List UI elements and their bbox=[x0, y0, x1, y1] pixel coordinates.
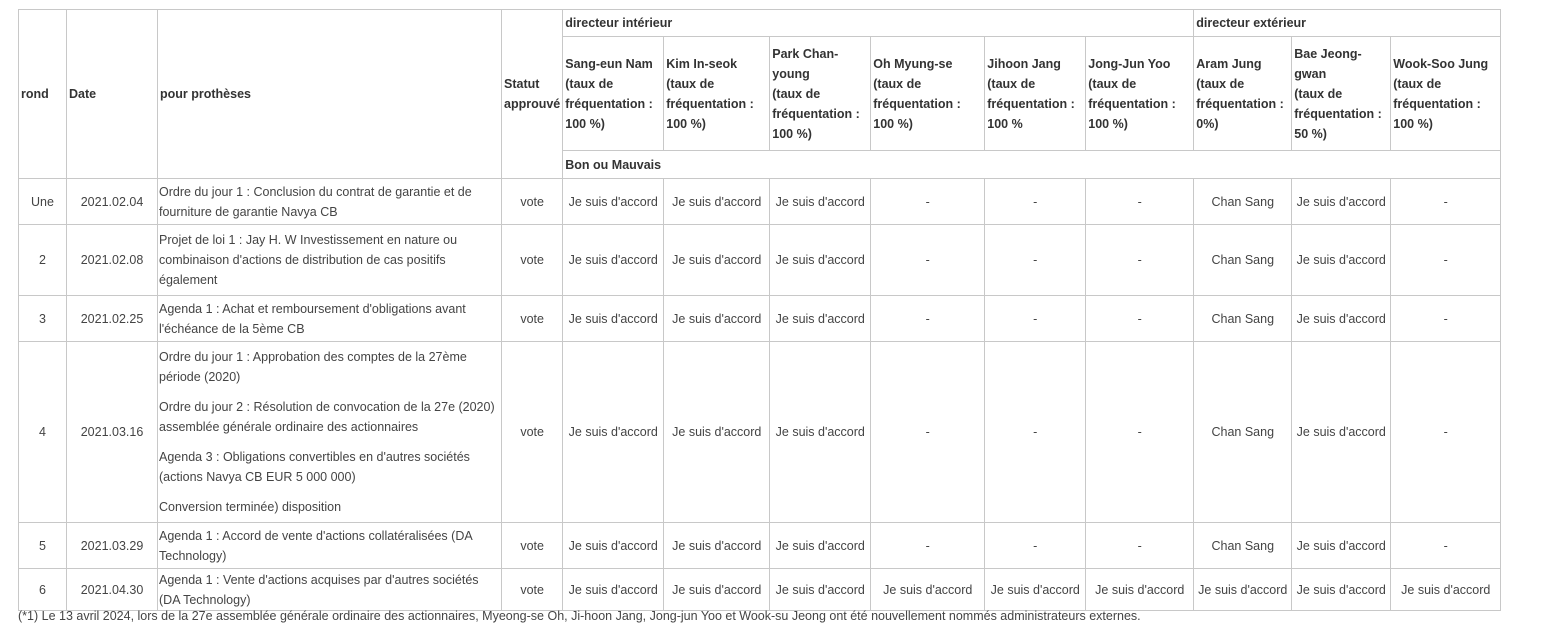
agenda-cell bbox=[158, 296, 502, 342]
vote-cell: - bbox=[985, 225, 1086, 296]
agenda-item: Agenda 1 : Achat et remboursement d'obligations avant l'échéance de la 5ème CB bbox=[159, 301, 466, 336]
vote-cell: - bbox=[985, 342, 1086, 523]
director-attendance: (taux de fréquentation : 0%) bbox=[1196, 76, 1284, 131]
director-name: Wook-Soo Jung bbox=[1393, 56, 1489, 71]
director-header bbox=[1086, 37, 1194, 151]
table-row bbox=[19, 225, 1501, 296]
agenda-item: Agenda 1 : Accord de vente d'actions collatéralisées (DA Technology) bbox=[159, 528, 472, 563]
director-name: Jihoon Jang bbox=[987, 56, 1061, 71]
director-header bbox=[1194, 37, 1292, 151]
vote-cell: Je suis d'accord bbox=[770, 342, 871, 523]
director-name: Jong-Jun Yoo bbox=[1088, 56, 1171, 71]
date-cell: 2021.04.30 bbox=[67, 569, 158, 611]
vote-cell: Je suis d'accord bbox=[770, 225, 871, 296]
vote-cell: Je suis d'accord bbox=[770, 569, 871, 611]
agenda-item: Ordre du jour 2 : Résolution de convocation de la 27e (2020) assemblée générale ordinaire des actionnaires bbox=[159, 400, 495, 434]
table-row bbox=[19, 296, 1501, 342]
date-cell: 2021.02.25 bbox=[67, 296, 158, 342]
director-header bbox=[563, 37, 664, 151]
status-cell: vote bbox=[502, 225, 563, 296]
vote-cell: - bbox=[1086, 296, 1194, 342]
status-cell: vote bbox=[502, 523, 563, 569]
agenda-item: Ordre du jour 1 : Conclusion du contrat de garantie et de fourniture de garantie Navya CB bbox=[159, 184, 472, 219]
round-cell: 4 bbox=[19, 342, 67, 523]
round-cell: Une bbox=[19, 179, 67, 225]
director-header bbox=[871, 37, 985, 151]
vote-cell: - bbox=[985, 179, 1086, 225]
agenda-item: Ordre du jour 1 : Approbation des comptes de la 27ème période (2020) bbox=[159, 350, 467, 384]
vote-cell: Je suis d'accord bbox=[770, 296, 871, 342]
header-status: Statut approuvé bbox=[502, 10, 563, 179]
round-cell: 3 bbox=[19, 296, 67, 342]
vote-cell: Je suis d'accord bbox=[1086, 569, 1194, 611]
date-cell: 2021.03.16 bbox=[67, 342, 158, 523]
agenda-item: Agenda 1 : Vente d'actions acquises par d'autres sociétés (DA Technology) bbox=[159, 572, 479, 607]
director-attendance: (taux de fréquentation : 100 %) bbox=[1088, 76, 1176, 131]
vote-cell: Je suis d'accord bbox=[770, 179, 871, 225]
vote-cell: - bbox=[1391, 342, 1501, 523]
vote-cell: Je suis d'accord bbox=[563, 225, 664, 296]
vote-cell: Je suis d'accord bbox=[664, 569, 770, 611]
vote-cell: Je suis d'accord bbox=[1391, 569, 1501, 611]
vote-cell: Je suis d'accord bbox=[664, 179, 770, 225]
vote-cell: Chan Sang bbox=[1194, 342, 1292, 523]
director-attendance: (taux de fréquentation : 100 %) bbox=[666, 76, 754, 131]
director-header bbox=[664, 37, 770, 151]
vote-cell: - bbox=[985, 296, 1086, 342]
vote-cell: - bbox=[1086, 179, 1194, 225]
status-cell: vote bbox=[502, 342, 563, 523]
vote-cell: Chan Sang bbox=[1194, 523, 1292, 569]
round-cell: 2 bbox=[19, 225, 67, 296]
director-name: Park Chan-young bbox=[772, 46, 839, 81]
table-row bbox=[19, 569, 1501, 611]
vote-cell: - bbox=[985, 523, 1086, 569]
director-header bbox=[1292, 37, 1391, 151]
director-attendance: (taux de fréquentation : 100 %) bbox=[565, 76, 653, 131]
round-cell: 5 bbox=[19, 523, 67, 569]
vote-cell: - bbox=[1391, 179, 1501, 225]
vote-cell: - bbox=[871, 179, 985, 225]
table-body bbox=[19, 179, 1501, 611]
director-header bbox=[770, 37, 871, 151]
agenda-item: Projet de loi 1 : Jay H. W Investissement en nature ou combinaison d'actions de distribution de cas positifs également bbox=[159, 233, 458, 287]
agenda-cell bbox=[158, 523, 502, 569]
vote-cell: Je suis d'accord bbox=[1292, 523, 1391, 569]
director-name: Sang-eun Nam bbox=[565, 56, 653, 71]
director-attendance: (taux de fréquentation : 100 % bbox=[987, 76, 1075, 131]
table-row bbox=[19, 179, 1501, 225]
agenda-item: Conversion terminée) disposition bbox=[159, 500, 342, 514]
agenda-item: Agenda 3 : Obligations convertibles en d'autres sociétés (actions Navya CB EUR 5 000 000) bbox=[159, 450, 470, 484]
header-vote: Bon ou Mauvais bbox=[563, 151, 1501, 179]
agenda-cell bbox=[158, 225, 502, 296]
vote-cell: Je suis d'accord bbox=[563, 179, 664, 225]
director-header bbox=[985, 37, 1086, 151]
vote-cell: Je suis d'accord bbox=[985, 569, 1086, 611]
vote-cell: - bbox=[1086, 523, 1194, 569]
director-name: Oh Myung-se bbox=[873, 56, 953, 71]
footnote: (*1) Le 13 avril 2024, lors de la 27e assemblée générale ordinaire des actionnaires, Myeong-se Oh, Ji-hoon Jang, Jong-jun Yoo et Wook-su Jeong ont été nouvellement nommés administrateurs externes. bbox=[18, 609, 1141, 623]
vote-cell: - bbox=[1086, 342, 1194, 523]
date-cell: 2021.02.08 bbox=[67, 225, 158, 296]
round-cell: 6 bbox=[19, 569, 67, 611]
vote-cell: - bbox=[871, 342, 985, 523]
director-name: Kim In-seok bbox=[666, 56, 738, 71]
vote-cell: Je suis d'accord bbox=[871, 569, 985, 611]
director-attendance: (taux de fréquentation : 100 %) bbox=[1393, 76, 1481, 131]
vote-cell: - bbox=[1086, 225, 1194, 296]
vote-cell: Je suis d'accord bbox=[1292, 225, 1391, 296]
vote-cell: - bbox=[1391, 225, 1501, 296]
vote-cell: Je suis d'accord bbox=[1194, 569, 1292, 611]
director-attendance: (taux de fréquentation : 100 %) bbox=[772, 86, 860, 141]
director-attendance: (taux de fréquentation : 50 %) bbox=[1294, 86, 1382, 141]
vote-cell: Chan Sang bbox=[1194, 296, 1292, 342]
vote-cell: Je suis d'accord bbox=[1292, 342, 1391, 523]
header-outside-directors: directeur extérieur bbox=[1194, 10, 1501, 37]
vote-cell: Je suis d'accord bbox=[1292, 179, 1391, 225]
vote-cell: Je suis d'accord bbox=[1292, 296, 1391, 342]
vote-cell: Je suis d'accord bbox=[664, 296, 770, 342]
status-cell: vote bbox=[502, 569, 563, 611]
header-round: rond bbox=[19, 10, 67, 179]
agenda-cell bbox=[158, 569, 502, 611]
vote-cell: Chan Sang bbox=[1194, 179, 1292, 225]
agenda-cell bbox=[158, 342, 502, 523]
vote-cell: Je suis d'accord bbox=[563, 342, 664, 523]
vote-cell: Je suis d'accord bbox=[664, 342, 770, 523]
status-cell: vote bbox=[502, 296, 563, 342]
board-meeting-table bbox=[18, 9, 1501, 611]
header-date: Date bbox=[67, 10, 158, 179]
header-agenda: pour prothèses bbox=[158, 10, 502, 179]
vote-cell: - bbox=[871, 523, 985, 569]
vote-cell: - bbox=[871, 296, 985, 342]
table-row bbox=[19, 523, 1501, 569]
vote-cell: - bbox=[1391, 523, 1501, 569]
vote-cell: Chan Sang bbox=[1194, 225, 1292, 296]
header-inside-directors: directeur intérieur bbox=[563, 10, 1194, 37]
date-cell: 2021.03.29 bbox=[67, 523, 158, 569]
status-cell: vote bbox=[502, 179, 563, 225]
director-header bbox=[1391, 37, 1501, 151]
vote-cell: Je suis d'accord bbox=[664, 523, 770, 569]
director-name: Bae Jeong-gwan bbox=[1294, 46, 1362, 81]
vote-cell: Je suis d'accord bbox=[664, 225, 770, 296]
vote-cell: Je suis d'accord bbox=[770, 523, 871, 569]
agenda-cell bbox=[158, 179, 502, 225]
director-attendance: (taux de fréquentation : 100 %) bbox=[873, 76, 961, 131]
vote-cell: Je suis d'accord bbox=[563, 569, 664, 611]
director-name: Aram Jung bbox=[1196, 56, 1262, 71]
vote-cell: - bbox=[871, 225, 985, 296]
vote-cell: Je suis d'accord bbox=[563, 523, 664, 569]
table-row bbox=[19, 342, 1501, 523]
vote-cell: - bbox=[1391, 296, 1501, 342]
vote-cell: Je suis d'accord bbox=[1292, 569, 1391, 611]
date-cell: 2021.02.04 bbox=[67, 179, 158, 225]
vote-cell: Je suis d'accord bbox=[563, 296, 664, 342]
